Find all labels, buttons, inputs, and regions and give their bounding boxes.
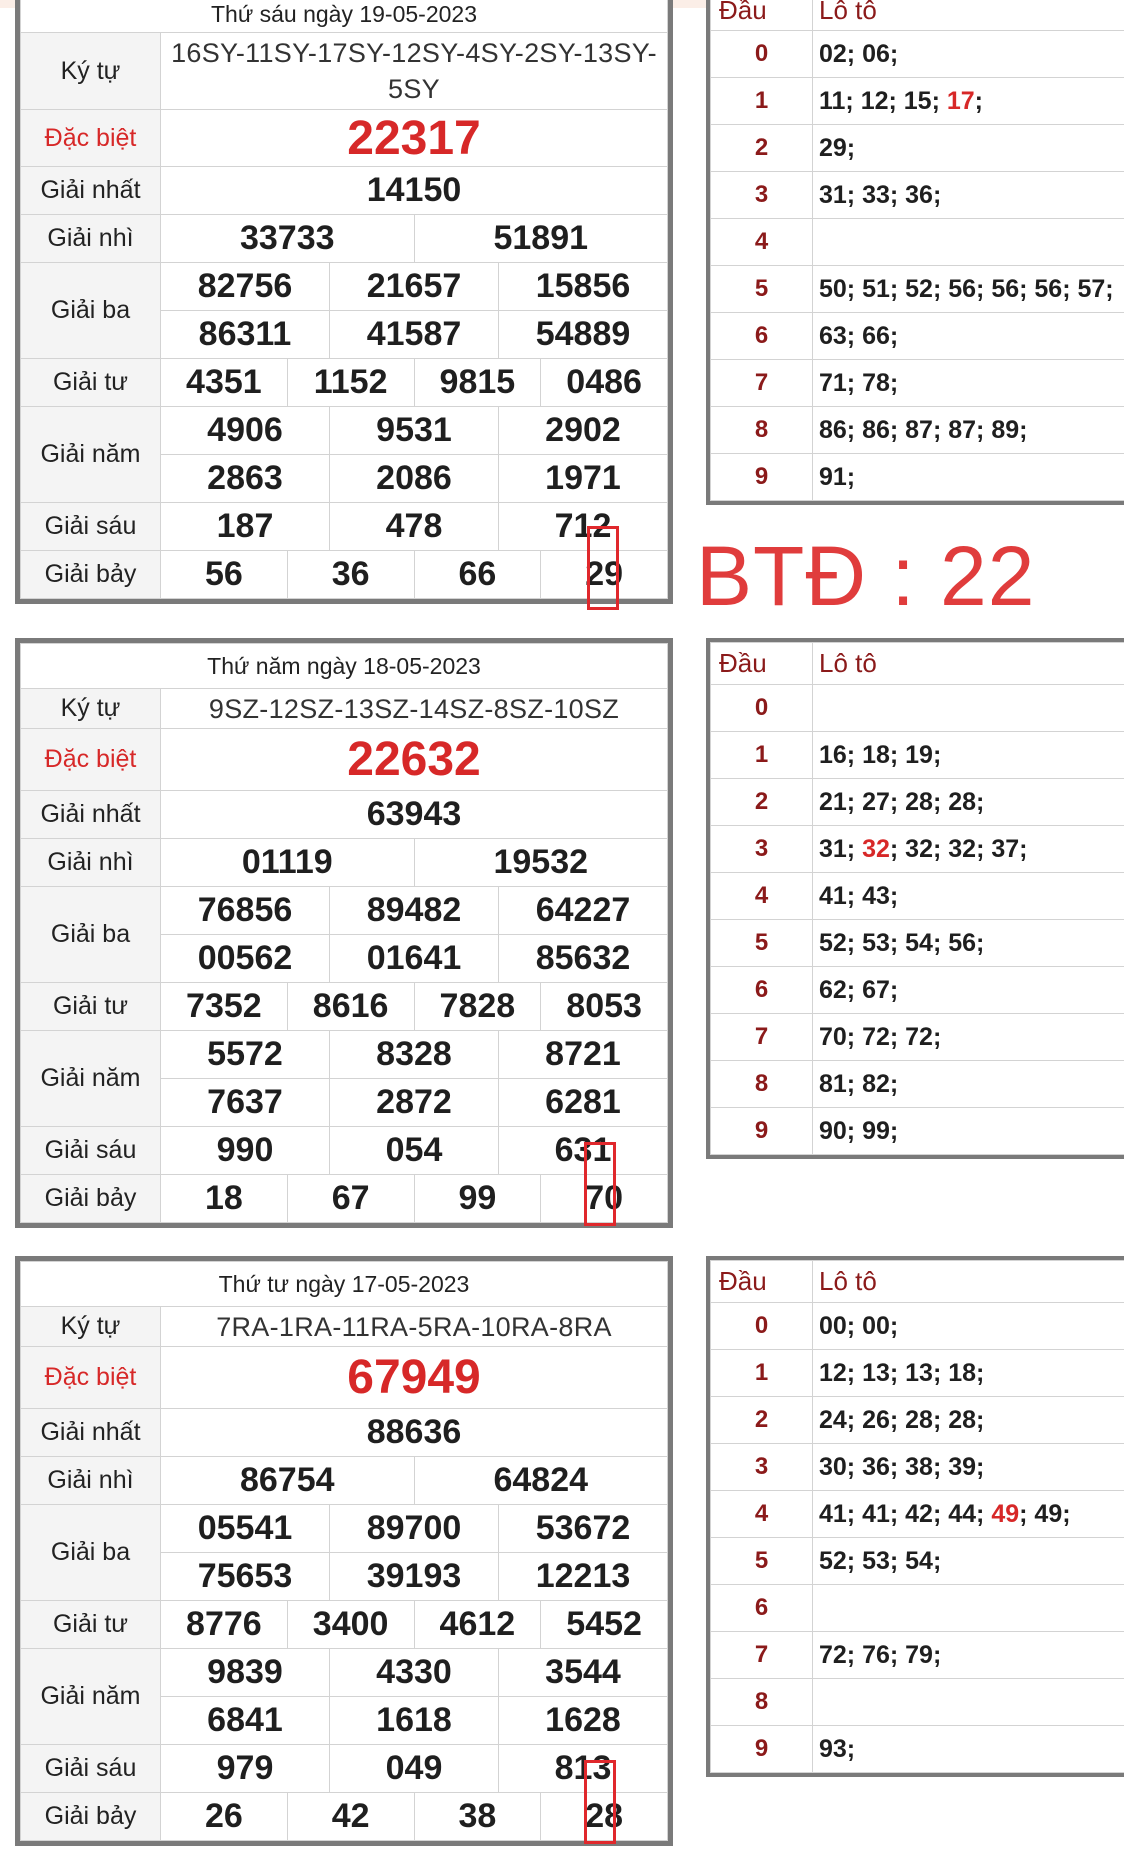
loto-dau: 1 xyxy=(711,732,813,779)
loto-dau: 5 xyxy=(711,266,813,313)
loto-number-text: 52; 53; 54; xyxy=(819,1546,942,1575)
loto-header-dau: Đầu xyxy=(711,1261,813,1303)
loto-numbers xyxy=(813,1397,1124,1444)
label-kytu: Ký tự xyxy=(21,689,161,729)
giai-nam-value: 5572 xyxy=(161,1031,330,1079)
draw-date-title: Thứ sáu ngày 19-05-2023 xyxy=(21,0,668,33)
giai-bay-value: 28 xyxy=(541,1793,668,1841)
giai-nhat-value: 88636 xyxy=(161,1409,668,1457)
giai-tu-value: 1152 xyxy=(287,359,414,407)
loto-row xyxy=(711,1444,1124,1491)
label-giai-tu: Giải tư xyxy=(21,359,161,407)
kytu-value: 9SZ-12SZ-13SZ-14SZ-8SZ-10SZ xyxy=(161,689,668,729)
giai-bay-value: 18 xyxy=(161,1175,288,1223)
draw-date-title: Thứ năm ngày 18-05-2023 xyxy=(21,644,668,689)
loto-row xyxy=(711,125,1124,172)
kytu-value: 7RA-1RA-11RA-5RA-10RA-8RA xyxy=(161,1307,668,1347)
giai-ba-value: 64227 xyxy=(499,887,668,935)
label-giai-nam: Giải năm xyxy=(21,1649,161,1745)
loto-numbers xyxy=(813,967,1124,1014)
giai-sau-value: 813 xyxy=(499,1745,668,1793)
loto-dau: 3 xyxy=(711,172,813,219)
loto-row xyxy=(711,313,1124,360)
giai-nam-value: 1628 xyxy=(499,1697,668,1745)
loto-table-wednesday xyxy=(706,1256,1124,1777)
giai-bay-value: 26 xyxy=(161,1793,288,1841)
loto-row xyxy=(711,1538,1124,1585)
loto-number-text: 02; 06; xyxy=(819,39,899,68)
loto-dau: 0 xyxy=(711,31,813,78)
giai-ba-value: 01641 xyxy=(330,935,499,983)
loto-row xyxy=(711,1108,1124,1155)
label-dac-biet: Đặc biệt xyxy=(21,729,161,791)
loto-row xyxy=(711,266,1124,313)
giai-sau-value: 054 xyxy=(330,1127,499,1175)
giai-ba-value: 39193 xyxy=(330,1553,499,1601)
giai-nhi-value: 86754 xyxy=(161,1457,415,1505)
highlight-box xyxy=(587,526,619,610)
giai-tu-value: 8053 xyxy=(541,983,668,1031)
giai-nhi-value: 33733 xyxy=(161,215,415,263)
label-giai-nhi: Giải nhì xyxy=(21,1457,161,1505)
loto-numbers xyxy=(813,1585,1124,1632)
giai-sau-value: 979 xyxy=(161,1745,330,1793)
label-dac-biet: Đặc biệt xyxy=(21,110,161,167)
loto-numbers xyxy=(813,1303,1124,1350)
loto-row xyxy=(711,360,1124,407)
giai-tu-value: 7352 xyxy=(161,983,288,1031)
result-table-friday xyxy=(15,0,673,604)
loto-numbers xyxy=(813,685,1124,732)
loto-number-text: 12; 13; 13; 18; xyxy=(819,1358,985,1387)
giai-nhat-value: 63943 xyxy=(161,791,668,839)
btd-annotation: BTĐ : 22 xyxy=(696,529,1036,623)
loto-row xyxy=(711,1632,1124,1679)
loto-dau: 9 xyxy=(711,454,813,501)
giai-ba-value: 82756 xyxy=(161,263,330,311)
label-giai-bay: Giải bảy xyxy=(21,1175,161,1223)
loto-dau: 2 xyxy=(711,1397,813,1444)
loto-row xyxy=(711,407,1124,454)
loto-numbers xyxy=(813,732,1124,779)
loto-dau: 4 xyxy=(711,219,813,266)
giai-ba-value: 41587 xyxy=(330,311,499,359)
loto-number-text: 11; 12; 15; xyxy=(819,86,947,115)
giai-bay-value: 66 xyxy=(414,551,541,599)
giai-nhat-value: 14150 xyxy=(161,167,668,215)
giai-tu-value: 9815 xyxy=(414,359,541,407)
loto-table-friday xyxy=(706,0,1124,505)
label-kytu: Ký tự xyxy=(21,33,161,110)
loto-number-text: 24; 26; 28; 28; xyxy=(819,1405,985,1434)
loto-number-text: 29; xyxy=(819,133,856,162)
giai-nam-value: 4906 xyxy=(161,407,330,455)
loto-row xyxy=(711,1491,1124,1538)
label-giai-nam: Giải năm xyxy=(21,1031,161,1127)
loto-number-text: 86; 86; 87; 87; 89; xyxy=(819,415,1028,444)
loto-row xyxy=(711,873,1124,920)
loto-row xyxy=(711,1350,1124,1397)
label-giai-tu: Giải tư xyxy=(21,1601,161,1649)
loto-dau: 4 xyxy=(711,1491,813,1538)
giai-ba-value: 76856 xyxy=(161,887,330,935)
kytu-value: 16SY-11SY-17SY-12SY-4SY-2SY-13SY-5SY xyxy=(161,33,668,110)
giai-nam-value: 1971 xyxy=(499,455,668,503)
loto-numbers xyxy=(813,1491,1124,1538)
giai-tu-value: 8776 xyxy=(161,1601,288,1649)
giai-nhi-value: 19532 xyxy=(414,839,668,887)
loto-number-text: 16; 18; 19; xyxy=(819,740,942,769)
loto-row xyxy=(711,920,1124,967)
loto-header-loto: Lô tô xyxy=(813,1261,1124,1303)
dac-biet-value: 22317 xyxy=(161,110,668,167)
loto-number-text: 63; 66; xyxy=(819,321,899,350)
loto-row xyxy=(711,1014,1124,1061)
loto-number-text: 62; 67; xyxy=(819,975,899,1004)
loto-row xyxy=(711,1061,1124,1108)
giai-bay-value: 67 xyxy=(287,1175,414,1223)
loto-header-loto: Lô tô xyxy=(813,0,1124,31)
giai-nhi-value: 64824 xyxy=(414,1457,668,1505)
loto-row xyxy=(711,31,1124,78)
highlight-box xyxy=(584,1142,616,1226)
loto-numbers xyxy=(813,125,1124,172)
giai-tu-value: 8616 xyxy=(287,983,414,1031)
loto-dau: 9 xyxy=(711,1726,813,1773)
giai-tu-value: 0486 xyxy=(541,359,668,407)
loto-row xyxy=(711,1585,1124,1632)
label-giai-nhi: Giải nhì xyxy=(21,839,161,887)
loto-dau: 2 xyxy=(711,779,813,826)
giai-ba-value: 12213 xyxy=(499,1553,668,1601)
giai-nam-value: 2902 xyxy=(499,407,668,455)
giai-sau-value: 187 xyxy=(161,503,330,551)
label-giai-ba: Giải ba xyxy=(21,263,161,359)
giai-ba-value: 00562 xyxy=(161,935,330,983)
loto-row xyxy=(711,219,1124,266)
label-giai-bay: Giải bảy xyxy=(21,551,161,599)
loto-number-text: 52; 53; 54; 56; xyxy=(819,928,985,957)
loto-row xyxy=(711,779,1124,826)
giai-nam-value: 2872 xyxy=(330,1079,499,1127)
loto-dau: 8 xyxy=(711,407,813,454)
loto-number-text: 21; 27; 28; 28; xyxy=(819,787,985,816)
loto-dau: 1 xyxy=(711,1350,813,1397)
label-giai-nhat: Giải nhất xyxy=(21,167,161,215)
loto-number-text: 72; 76; 79; xyxy=(819,1640,942,1669)
loto-numbers xyxy=(813,78,1124,125)
giai-nam-value: 9531 xyxy=(330,407,499,455)
giai-tu-value: 4351 xyxy=(161,359,288,407)
giai-nam-value: 6841 xyxy=(161,1697,330,1745)
giai-nam-value: 9839 xyxy=(161,1649,330,1697)
giai-nam-value: 3544 xyxy=(499,1649,668,1697)
loto-number-text: 70; 72; 72; xyxy=(819,1022,942,1051)
loto-dau: 6 xyxy=(711,1585,813,1632)
loto-dau: 8 xyxy=(711,1679,813,1726)
loto-numbers xyxy=(813,1632,1124,1679)
loto-number-text: 31; xyxy=(819,834,863,863)
loto-numbers xyxy=(813,407,1124,454)
giai-nam-value: 1618 xyxy=(330,1697,499,1745)
loto-number-text: 30; 36; 38; 39; xyxy=(819,1452,985,1481)
loto-dau: 1 xyxy=(711,78,813,125)
giai-bay-value: 70 xyxy=(541,1175,668,1223)
loto-row xyxy=(711,1303,1124,1350)
giai-sau-value: 712 xyxy=(499,503,668,551)
label-giai-nam: Giải năm xyxy=(21,407,161,503)
label-giai-nhat: Giải nhất xyxy=(21,791,161,839)
loto-row xyxy=(711,1726,1124,1773)
loto-numbers xyxy=(813,1061,1124,1108)
giai-ba-value: 53672 xyxy=(499,1505,668,1553)
giai-ba-value: 15856 xyxy=(499,263,668,311)
giai-bay-value: 56 xyxy=(161,551,288,599)
loto-numbers xyxy=(813,1350,1124,1397)
loto-numbers xyxy=(813,1726,1124,1773)
giai-sau-value: 990 xyxy=(161,1127,330,1175)
label-dac-biet: Đặc biệt xyxy=(21,1347,161,1409)
label-giai-ba: Giải ba xyxy=(21,1505,161,1601)
loto-table-thursday xyxy=(706,638,1124,1159)
loto-row xyxy=(711,685,1124,732)
giai-ba-value: 86311 xyxy=(161,311,330,359)
loto-numbers xyxy=(813,826,1124,873)
giai-bay-value: 42 xyxy=(287,1793,414,1841)
loto-numbers xyxy=(813,172,1124,219)
loto-row xyxy=(711,826,1124,873)
label-giai-nhat: Giải nhất xyxy=(21,1409,161,1457)
loto-dau: 3 xyxy=(711,1444,813,1491)
loto-dau: 0 xyxy=(711,685,813,732)
loto-dau: 3 xyxy=(711,826,813,873)
giai-tu-value: 3400 xyxy=(287,1601,414,1649)
giai-tu-value: 7828 xyxy=(414,983,541,1031)
loto-number-text: 50; 51; 52; 56; 56; 56; 57; xyxy=(819,274,1114,303)
giai-bay-value: 36 xyxy=(287,551,414,599)
giai-nam-value: 8721 xyxy=(499,1031,668,1079)
giai-bay-value: 29 xyxy=(541,551,668,599)
loto-numbers xyxy=(813,873,1124,920)
loto-dau: 9 xyxy=(711,1108,813,1155)
loto-number-text: 00; 00; xyxy=(819,1311,899,1340)
loto-numbers xyxy=(813,779,1124,826)
loto-dau: 7 xyxy=(711,1014,813,1061)
giai-tu-value: 5452 xyxy=(541,1601,668,1649)
label-giai-ba: Giải ba xyxy=(21,887,161,983)
giai-bay-value: 99 xyxy=(414,1175,541,1223)
giai-ba-value: 05541 xyxy=(161,1505,330,1553)
loto-numbers xyxy=(813,1014,1124,1061)
giai-nhi-value: 01119 xyxy=(161,839,415,887)
loto-number-text: 71; 78; xyxy=(819,368,899,397)
dac-biet-value: 67949 xyxy=(161,1347,668,1409)
dac-biet-value: 22632 xyxy=(161,729,668,791)
loto-number-text: 93; xyxy=(819,1734,856,1763)
loto-number-text: 81; 82; xyxy=(819,1069,899,1098)
loto-row xyxy=(711,172,1124,219)
giai-ba-value: 89482 xyxy=(330,887,499,935)
giai-tu-value: 4612 xyxy=(414,1601,541,1649)
loto-number-highlight: 32 xyxy=(862,834,890,863)
loto-numbers xyxy=(813,219,1124,266)
label-giai-sau: Giải sáu xyxy=(21,503,161,551)
loto-row xyxy=(711,1679,1124,1726)
label-giai-tu: Giải tư xyxy=(21,983,161,1031)
loto-dau: 0 xyxy=(711,1303,813,1350)
result-table-wednesday xyxy=(15,1256,673,1846)
loto-numbers xyxy=(813,1444,1124,1491)
loto-number-text: ; 49; xyxy=(1019,1499,1071,1528)
loto-header-dau: Đầu xyxy=(711,643,813,685)
giai-ba-value: 89700 xyxy=(330,1505,499,1553)
highlight-box xyxy=(584,1760,616,1844)
loto-row xyxy=(711,78,1124,125)
giai-nhi-value: 51891 xyxy=(414,215,668,263)
result-table-thursday xyxy=(15,638,673,1228)
loto-numbers xyxy=(813,313,1124,360)
giai-nam-value: 6281 xyxy=(499,1079,668,1127)
label-giai-sau: Giải sáu xyxy=(21,1745,161,1793)
giai-ba-value: 85632 xyxy=(499,935,668,983)
loto-number-highlight: 49 xyxy=(991,1499,1020,1528)
giai-ba-value: 21657 xyxy=(330,263,499,311)
loto-number-text: ; xyxy=(974,86,983,115)
loto-numbers xyxy=(813,454,1124,501)
loto-dau: 4 xyxy=(711,873,813,920)
giai-nam-value: 2863 xyxy=(161,455,330,503)
giai-ba-value: 75653 xyxy=(161,1553,330,1601)
loto-row xyxy=(711,454,1124,501)
draw-date-title: Thứ tư ngày 17-05-2023 xyxy=(21,1262,668,1307)
giai-sau-value: 631 xyxy=(499,1127,668,1175)
loto-numbers xyxy=(813,360,1124,407)
loto-header-loto: Lô tô xyxy=(813,643,1124,685)
loto-row xyxy=(711,967,1124,1014)
loto-dau: 7 xyxy=(711,360,813,407)
giai-nam-value: 2086 xyxy=(330,455,499,503)
giai-nam-value: 7637 xyxy=(161,1079,330,1127)
loto-dau: 8 xyxy=(711,1061,813,1108)
loto-number-text: ; 32; 32; 37; xyxy=(889,834,1028,863)
loto-row xyxy=(711,1397,1124,1444)
loto-numbers xyxy=(813,31,1124,78)
label-giai-sau: Giải sáu xyxy=(21,1127,161,1175)
loto-row xyxy=(711,732,1124,779)
label-giai-nhi: Giải nhì xyxy=(21,215,161,263)
loto-number-text: 31; 33; 36; xyxy=(819,180,942,209)
loto-header-dau: Đầu xyxy=(711,0,813,31)
loto-dau: 5 xyxy=(711,1538,813,1585)
loto-number-highlight: 17 xyxy=(946,86,975,115)
loto-dau: 6 xyxy=(711,313,813,360)
giai-sau-value: 478 xyxy=(330,503,499,551)
giai-nam-value: 8328 xyxy=(330,1031,499,1079)
giai-sau-value: 049 xyxy=(330,1745,499,1793)
giai-bay-value: 38 xyxy=(414,1793,541,1841)
loto-number-text: 41; 43; xyxy=(819,881,899,910)
loto-numbers xyxy=(813,266,1124,313)
label-giai-bay: Giải bảy xyxy=(21,1793,161,1841)
loto-number-text: 90; 99; xyxy=(819,1116,899,1145)
loto-dau: 6 xyxy=(711,967,813,1014)
loto-numbers xyxy=(813,920,1124,967)
loto-number-text: 91; xyxy=(819,462,856,491)
loto-numbers xyxy=(813,1108,1124,1155)
loto-dau: 7 xyxy=(711,1632,813,1679)
loto-dau: 5 xyxy=(711,920,813,967)
giai-nam-value: 4330 xyxy=(330,1649,499,1697)
loto-dau: 2 xyxy=(711,125,813,172)
loto-numbers xyxy=(813,1538,1124,1585)
giai-ba-value: 54889 xyxy=(499,311,668,359)
loto-number-text: 41; 41; 42; 44; xyxy=(819,1499,992,1528)
label-kytu: Ký tự xyxy=(21,1307,161,1347)
loto-numbers xyxy=(813,1679,1124,1726)
